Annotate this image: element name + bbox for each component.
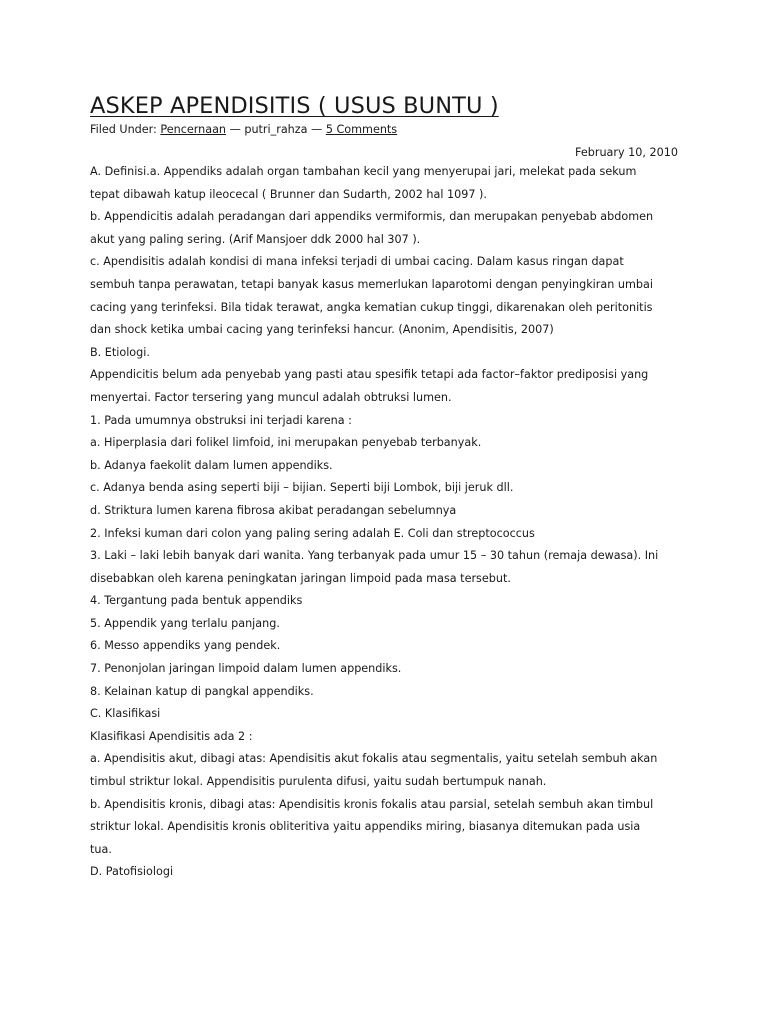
body-line: tepat dibawah katup ileocecal ( Brunner dan Sudarth, 2002 hal 1097 ). bbox=[90, 187, 487, 201]
body-line: 5. Appendik yang terlalu panjang. bbox=[90, 616, 280, 630]
body-line: c. Apendisitis adalah kondisi di mana infeksi terjadi di umbai cacing. Dalam kasus ringan dapat bbox=[90, 255, 624, 269]
body-line: menyertai. Factor tersering yang muncul adalah obtruksi lumen. bbox=[90, 390, 452, 404]
article-body bbox=[90, 161, 680, 884]
body-line: 7. Penonjolan jaringan limpoid dalam lumen appendiks. bbox=[90, 662, 402, 676]
body-line: a. Hiperplasia dari folikel limfoid, ini merupakan penyebab terbanyak. bbox=[90, 436, 482, 450]
article-title: ASKEP APENDISITIS ( USUS BUNTU ) bbox=[90, 93, 499, 119]
body-line: 3. Laki – laki lebih banyak dari wanita. Yang terbanyak pada umur 15 – 30 tahun (remaja dewasa). Ini bbox=[90, 549, 659, 563]
body-line: timbul striktur lokal. Appendisitis purulenta difusi, yaitu sudah bertumpuk nanah. bbox=[90, 775, 547, 789]
meta-separator: — bbox=[307, 123, 326, 136]
body-line: Appendicitis belum ada penyebab yang pasti atau spesifik tetapi ada factor–faktor prediposisi yang bbox=[90, 368, 649, 382]
body-line: 8. Kelainan katup di pangkal appendiks. bbox=[90, 684, 314, 698]
body-line: d. Striktura lumen karena fibrosa akibat peradangan sebelumnya bbox=[90, 503, 457, 517]
body-line: 6. Messo appendiks yang pendek. bbox=[90, 639, 281, 653]
body-line: b. Adanya faekolit dalam lumen appendiks. bbox=[90, 458, 333, 472]
body-line: c. Adanya benda asing seperti biji – bijian. Seperti biji Lombok, biji jeruk dll. bbox=[90, 481, 514, 495]
body-line: sembuh tanpa perawatan, tetapi banyak kasus memerlukan laparotomi dengan penyingkiran umbai bbox=[90, 277, 653, 291]
body-line: cacing yang terinfeksi. Bila tidak terawat, angka kematian cukup tinggi, dikarenakan oleh peritonitis bbox=[90, 300, 653, 314]
category-link[interactable]: Pencernaan bbox=[160, 123, 227, 136]
body-line: D. Patofisiologi bbox=[90, 865, 174, 879]
body-line: b. Apendisitis kronis, dibagi atas: Apendisitis kronis fokalis atau parsial, setelah sembuh akan timbul bbox=[90, 797, 654, 811]
body-line: b. Appendicitis adalah peradangan dari appendiks vermiformis, dan merupakan penyebab abdomen bbox=[90, 210, 654, 224]
body-line: B. Etiologi. bbox=[90, 345, 150, 359]
meta-separator: — bbox=[226, 123, 245, 136]
body-line: tua. bbox=[90, 842, 112, 856]
body-line: Klasifikasi Apendisitis ada 2 : bbox=[90, 729, 253, 743]
body-line: 4. Tergantung pada bentuk appendiks bbox=[90, 594, 303, 608]
post-date: February 10, 2010 bbox=[575, 146, 678, 159]
body-line: C. Klasifikasi bbox=[90, 707, 161, 721]
article-meta bbox=[90, 122, 680, 138]
body-line: 2. Infeksi kuman dari colon yang paling sering adalah E. Coli dan streptococcus bbox=[90, 526, 535, 540]
comments-link[interactable]: 5 Comments bbox=[325, 123, 398, 136]
author-name: putri_rahza bbox=[244, 123, 308, 136]
body-line: 1. Pada umumnya obstruksi ini terjadi karena : bbox=[90, 413, 352, 427]
body-line: dan shock ketika umbai cacing yang terinfeksi hancur. (Anonim, Apendisitis, 2007) bbox=[90, 323, 554, 337]
body-line: disebabkan oleh karena peningkatan jaringan limpoid pada masa tersebut. bbox=[90, 571, 511, 585]
body-line: a. Apendisitis akut, dibagi atas: Apendisitis akut fokalis atau segmentalis, yaitu setelah sembuh akan bbox=[90, 752, 658, 766]
body-line: striktur lokal. Apendisitis kronis obliteritiva yaitu appendiks miring, biasanya ditemukan pada usia bbox=[90, 820, 641, 834]
body-line: akut yang paling sering. (Arif Mansjoer ddk 2000 hal 307 ). bbox=[90, 232, 421, 246]
filed-under-label: Filed Under: bbox=[90, 123, 161, 136]
body-line: A. Definisi.a. Appendiks adalah organ tambahan kecil yang menyerupai jari, melekat pada sekum bbox=[90, 165, 637, 178]
article bbox=[90, 92, 680, 884]
